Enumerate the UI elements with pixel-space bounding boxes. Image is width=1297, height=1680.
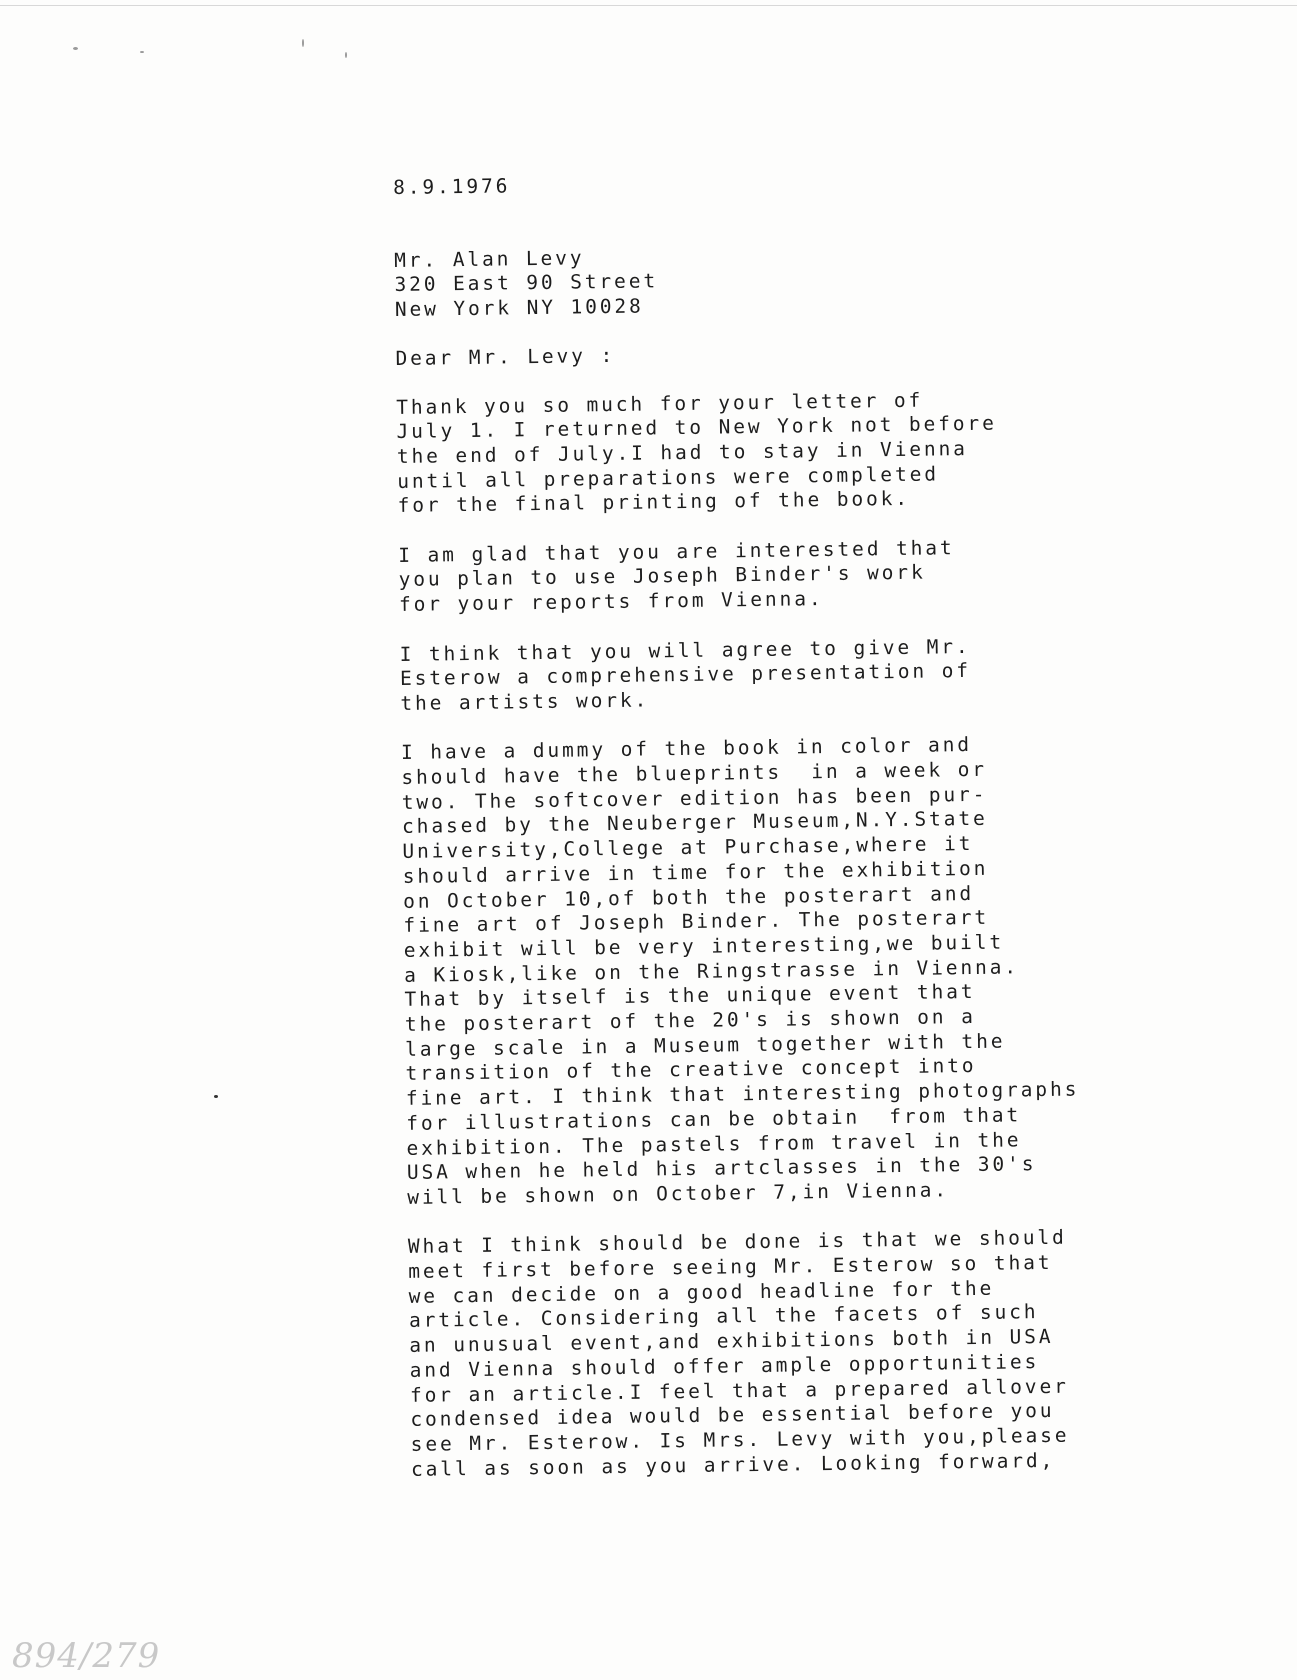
text-line: I am glad that you are interested that — [398, 535, 955, 567]
text-line: meet first before seeing Mr. Esterow so that — [408, 1250, 1053, 1283]
address-line: New York NY 10028 — [394, 294, 644, 322]
text-line: That by itself is the unique event that — [404, 980, 976, 1012]
text-line: Esterow a comprehensive presentation of — [399, 659, 972, 691]
text-line: we can decide on a good headline for the — [408, 1276, 995, 1308]
text-line: for the final printing of the book. — [397, 487, 911, 518]
text-line: exhibition. The pastels from travel in the — [406, 1127, 1022, 1160]
text-line: I have a dummy of the book in color and — [400, 733, 973, 765]
text-line: chased by the Neuberger Museum,N.Y.State — [401, 807, 988, 839]
text-line: a Kiosk,like on the Ringstrasse in Vienna. — [403, 954, 1020, 987]
ink-speck — [73, 47, 78, 50]
text-line: July 1. I returned to New York not before — [396, 411, 997, 444]
address-line: 320 East 90 Street — [394, 269, 659, 297]
text-line: and Vienna should offer ample opportunities — [409, 1349, 1040, 1382]
text-line: two. The softcover edition has been pur- — [401, 782, 988, 814]
text-line: should have the blueprints in a week or — [401, 757, 988, 789]
text-line: call as soon as you arrive. Looking forward, — [410, 1448, 1056, 1481]
letter-date: 8.9.1976 — [393, 174, 511, 199]
ink-speck — [140, 51, 144, 53]
page-top-edge — [0, 5, 1297, 6]
paragraph — [401, 731, 1127, 1210]
typewritten-letter — [393, 166, 1132, 1507]
archive-number-mark: 894/279 — [12, 1636, 161, 1676]
ink-speck — [214, 1095, 218, 1098]
text-line: an unusual event,and exhibitions both in USA — [409, 1325, 1054, 1358]
recipient-address — [394, 239, 1115, 323]
text-line: exhibit will be very interesting,we built — [403, 930, 1005, 962]
text-line: condensed idea would be essential before you — [410, 1399, 1055, 1432]
text-line: transition of the creative concept into — [405, 1054, 977, 1086]
text-line: the posterart of the 20's is shown on a — [404, 1004, 976, 1036]
paragraph — [396, 385, 1118, 519]
text-line: for illustrations can be obtain from that — [406, 1103, 1022, 1135]
text-line: on October 10,of both the posterart and — [402, 881, 975, 913]
paragraph — [408, 1225, 1131, 1482]
text-line: the end of July.I had to stay in Vienna — [396, 436, 968, 468]
text-line: see Mr. Esterow. Is Mrs. Levy with you,please — [410, 1423, 1070, 1456]
salutation: Dear Mr. Levy : — [395, 343, 616, 370]
text-line: for your reports from Vienna. — [398, 587, 824, 617]
address-line: Mr. Alan Levy — [394, 246, 585, 272]
paragraph — [400, 632, 1121, 716]
text-line: large scale in a Museum together with the — [405, 1029, 1006, 1061]
text-line: I think that you will agree to give Mr. — [399, 634, 971, 666]
ink-speck — [345, 52, 347, 58]
text-line: What I think should be done is that we should — [407, 1226, 1067, 1259]
text-line: until all preparations were completed — [397, 462, 940, 493]
text-line: University,College at Purchase,where it — [402, 832, 974, 864]
text-line: fine art. I think that interesting photographs — [405, 1077, 1080, 1111]
text-line: will be shown on October 7,in Vienna. — [407, 1178, 950, 1209]
text-line: Thank you so much for your letter of — [396, 388, 924, 419]
text-line: you plan to use Joseph Binder's work — [398, 561, 926, 592]
text-line: article. Considering all the facets of such — [408, 1300, 1039, 1333]
text-line: should arrive in time for the exhibition — [402, 856, 989, 888]
text-line: USA when he held his artclasses in the 30's — [406, 1152, 1037, 1185]
text-line: for an article.I feel that a prepared allover — [409, 1374, 1069, 1407]
text-line: the artists work. — [400, 688, 650, 715]
ink-speck — [302, 39, 304, 47]
text-line: fine art of Joseph Binder. The posterart — [403, 905, 990, 938]
paragraph — [398, 534, 1119, 618]
